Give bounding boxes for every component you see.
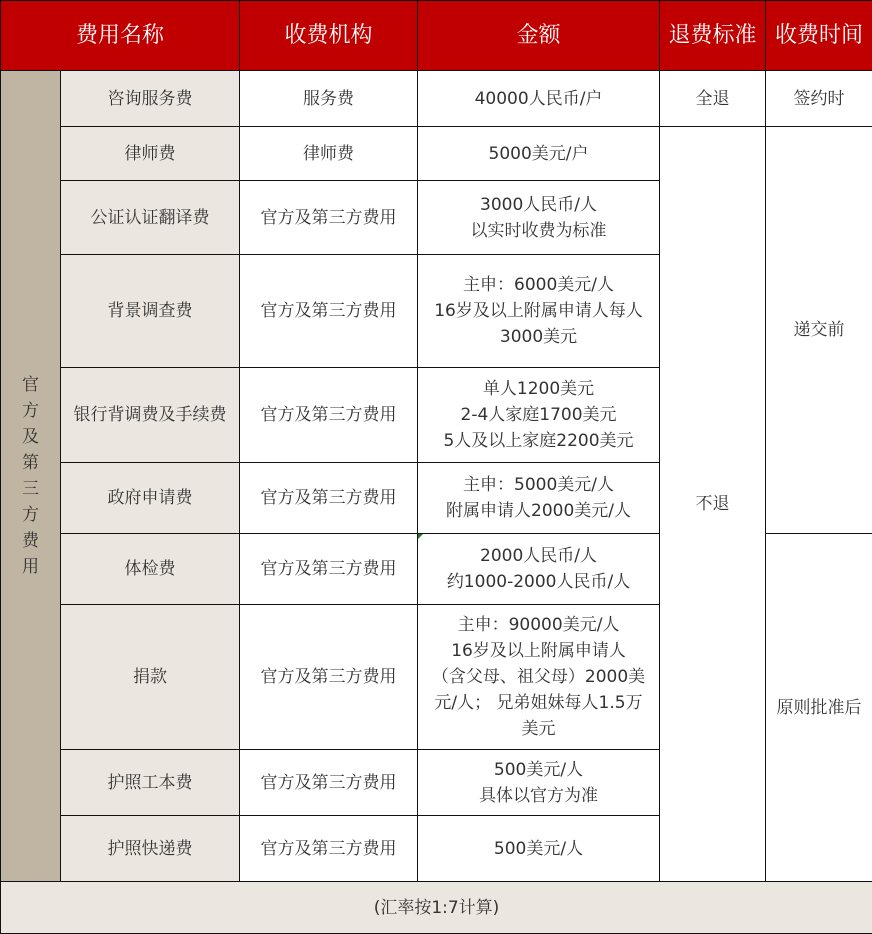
institution-cell: 服务费 <box>240 71 418 127</box>
amount-cell <box>418 534 660 605</box>
amount-line: 主申：6000美元/人 <box>422 272 655 298</box>
fee-name-cell: 护照工本费 <box>61 750 240 816</box>
amount-line: 美元 <box>422 716 655 742</box>
amount-cell <box>418 750 660 816</box>
amount-line: 主申：5000美元/人 <box>422 472 655 498</box>
table-row <box>1 127 872 181</box>
fee-name-cell: 捐款 <box>61 605 240 750</box>
amount-line: 16岁及以上附属申请人 <box>422 638 655 664</box>
amount-cell <box>418 463 660 534</box>
category-char: 费 <box>5 528 56 554</box>
institution-cell: 官方及第三方费用 <box>240 750 418 816</box>
institution-cell: 官方及第三方费用 <box>240 534 418 605</box>
amount-cell <box>418 816 660 882</box>
amount-line: 5人及以上家庭2200美元 <box>422 428 655 454</box>
header-row <box>1 1 872 71</box>
amount-cell <box>418 181 660 255</box>
amount-line: 3000美元 <box>422 324 655 350</box>
header-fee-name: 费用名称 <box>1 1 240 71</box>
amount-line: 具体以官方为准 <box>422 783 655 809</box>
amount-cell <box>418 127 660 181</box>
header-amount: 金额 <box>418 1 660 71</box>
footer-row <box>1 882 872 934</box>
amount-line: 5000美元/户 <box>422 141 655 167</box>
institution-cell: 官方及第三方费用 <box>240 463 418 534</box>
amount-cell <box>418 605 660 750</box>
category-label <box>1 71 61 882</box>
amount-line: 500美元/人 <box>422 836 655 862</box>
category-char: 官 <box>5 372 56 398</box>
time-cell: 签约时 <box>766 71 872 127</box>
fee-name-cell: 银行背调费及手续费 <box>61 368 240 463</box>
amount-line: 2-4人家庭1700美元 <box>422 402 655 428</box>
amount-line: 以实时收费为标准 <box>422 218 655 244</box>
institution-cell: 律师费 <box>240 127 418 181</box>
category-char: 方 <box>5 502 56 528</box>
amount-line: 附属申请人2000美元/人 <box>422 498 655 524</box>
cell-comment-marker-icon <box>418 534 423 539</box>
amount-cell <box>418 368 660 463</box>
amount-line: 元/人； 兄弟姐妹每人1.5万 <box>422 690 655 716</box>
category-char: 第 <box>5 450 56 476</box>
institution-cell: 官方及第三方费用 <box>240 605 418 750</box>
amount-line: 500美元/人 <box>422 757 655 783</box>
refund-cell-merged: 不退 <box>660 127 766 882</box>
time-cell-after-approval: 原则批准后 <box>766 534 872 882</box>
time-cell-before-submission: 递交前 <box>766 127 872 534</box>
amount-line: （含父母、祖父母）2000美 <box>422 664 655 690</box>
fee-name-cell: 体检费 <box>61 534 240 605</box>
category-char: 及 <box>5 424 56 450</box>
amount-cell <box>418 71 660 127</box>
fee-name-cell: 律师费 <box>61 127 240 181</box>
fee-name-cell: 咨询服务费 <box>61 71 240 127</box>
amount-line: 约1000-2000人民币/人 <box>422 569 655 595</box>
institution-cell: 官方及第三方费用 <box>240 255 418 368</box>
amount-line: 主申：90000美元/人 <box>422 612 655 638</box>
fee-name-cell: 背景调查费 <box>61 255 240 368</box>
institution-cell: 官方及第三方费用 <box>240 181 418 255</box>
category-char: 方 <box>5 398 56 424</box>
amount-line: 3000人民币/人 <box>422 192 655 218</box>
amount-line: 40000人民币/户 <box>422 86 655 112</box>
fee-name-cell: 政府申请费 <box>61 463 240 534</box>
header-payment-time: 收费时间 <box>766 1 872 71</box>
amount-line: 单人1200美元 <box>422 376 655 402</box>
amount-cell <box>418 255 660 368</box>
header-institution: 收费机构 <box>240 1 418 71</box>
refund-cell: 全退 <box>660 71 766 127</box>
category-char: 用 <box>5 554 56 580</box>
institution-cell: 官方及第三方费用 <box>240 368 418 463</box>
header-refund-policy: 退费标准 <box>660 1 766 71</box>
institution-cell: 官方及第三方费用 <box>240 816 418 882</box>
fee-name-cell: 护照快递费 <box>61 816 240 882</box>
category-char: 三 <box>5 476 56 502</box>
fee-name-cell: 公证认证翻译费 <box>61 181 240 255</box>
amount-line: 2000人民币/人 <box>422 543 655 569</box>
amount-line: 16岁及以上附属申请人每人 <box>422 298 655 324</box>
table-row <box>1 71 872 127</box>
exchange-rate-note: (汇率按1:7计算) <box>1 882 872 934</box>
